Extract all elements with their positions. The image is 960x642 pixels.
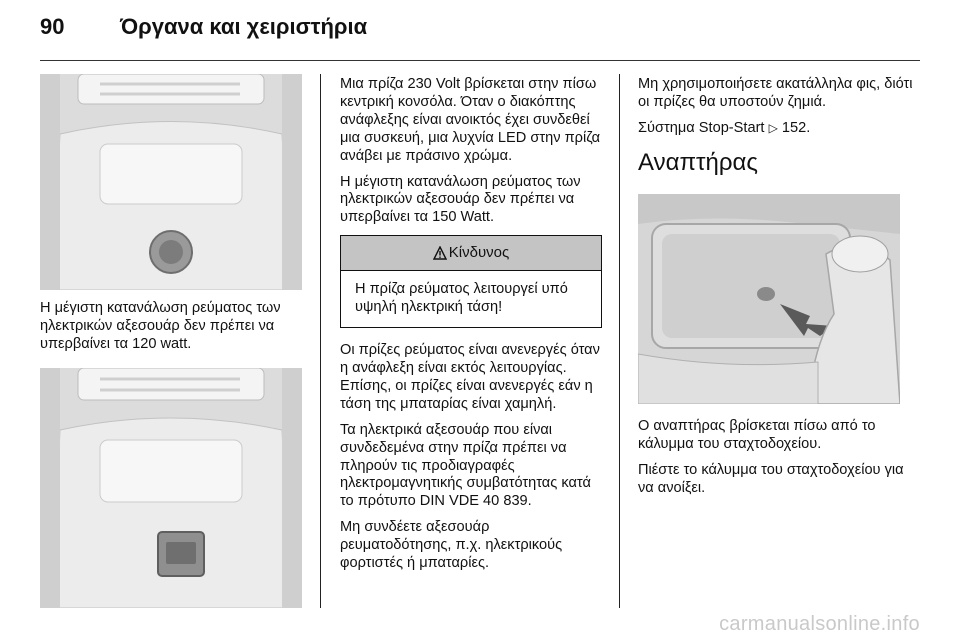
paragraph-230v-socket: Μια πρίζα 230 Volt βρίσκεται στην πίσω κεντρική κονσόλα. Όταν ο διακόπτης ανάφλεξης είναι ανοικτός έχει συνδεθεί μια συσκευή, μια λυχνία LED στην πρίζα ανάβει με πράσινο χρώμα.	[340, 76, 601, 164]
paragraph-lighter-location: Ο αναπτήρας βρίσκεται πίσω από το κάλυμμα του σταχτοδοχείου.	[638, 418, 876, 452]
paragraph-press-cover: Πιέστε το κάλυμμα του σταχτοδοχείου για να ανοίξει.	[638, 461, 904, 496]
paragraph-no-power-accessories: Μη συνδέετε αξεσουάρ ρευματοδότησης, π.χ. ηλεκτρικούς φορτιστές ή μπαταρίες.	[340, 519, 563, 572]
column-divider-left	[320, 74, 321, 608]
section-title-lighter: Αναπτήρας	[638, 148, 758, 176]
page-header	[40, 14, 367, 48]
paragraph-emc-standard: Τα ηλεκτρικά αξεσουάρ που είναι συνδεδεμένα στην πρίζα πρέπει να πληρούν τις προδιαγραφές ηλεκτρομαγνητικής συμβατότητας κατά το πρότυπο DIN VDE 40 839.	[340, 421, 591, 510]
page-title: Όργανα και χειριστήρια	[120, 14, 368, 39]
paragraph-unsuitable-plugs: Μη χρησιμοποιήσετε ακατάλληλα φις, διότι οι πρίζες θα υποστούν ζημιά.	[638, 76, 913, 110]
image-cigarette-lighter	[638, 194, 900, 404]
image-rear-console-230v-socket	[40, 368, 302, 608]
stop-start-page-ref[interactable]: 152.	[781, 119, 811, 136]
danger-box-title: Κίνδυνος	[448, 244, 510, 262]
danger-box-body: Η πρίζα ρεύματος λειτουργεί υπό υψηλή ηλεκτρική τάση!	[355, 281, 568, 316]
danger-box-header	[341, 236, 601, 271]
column-1-text	[40, 300, 310, 362]
column-3-text-lower	[638, 418, 922, 506]
column-3-text	[638, 76, 922, 176]
paragraph-150w-max: Η μέγιστη κατανάλωση ρεύματος των ηλεκτρικών αξεσουάρ δεν πρέπει να υπερβαίνει τα 150 Watt.	[340, 173, 581, 226]
paragraph-sockets-inactive: Οι πρίζες ρεύματος είναι ανενεργές όταν η ανάφλεξη είναι εκτός λειτουργίας. Επίσης, οι πρίζες είναι ανενεργές εάν η τάση της μπαταρίας είναι χαμηλή.	[340, 342, 600, 412]
column-2-text	[340, 76, 602, 581]
image-rear-console-12v-socket	[40, 74, 302, 290]
column-divider-right	[619, 74, 620, 608]
watermark: carmanualsonline.info	[719, 613, 920, 635]
paragraph-stop-start-ref	[638, 120, 922, 138]
stop-start-label: Σύστημα Stop-Start	[638, 119, 765, 136]
header-rule	[40, 60, 920, 61]
caption-12v-max-power: Η μέγιστη κατανάλωση ρεύματος των ηλεκτρικών αξεσουάρ δεν πρέπει να υπερβαίνει τα 120 watt.	[40, 300, 281, 352]
page-number: 90	[40, 14, 65, 39]
warning-triangle-icon	[433, 246, 447, 260]
danger-box	[340, 235, 602, 328]
page-reference-icon: ▷	[768, 120, 778, 135]
